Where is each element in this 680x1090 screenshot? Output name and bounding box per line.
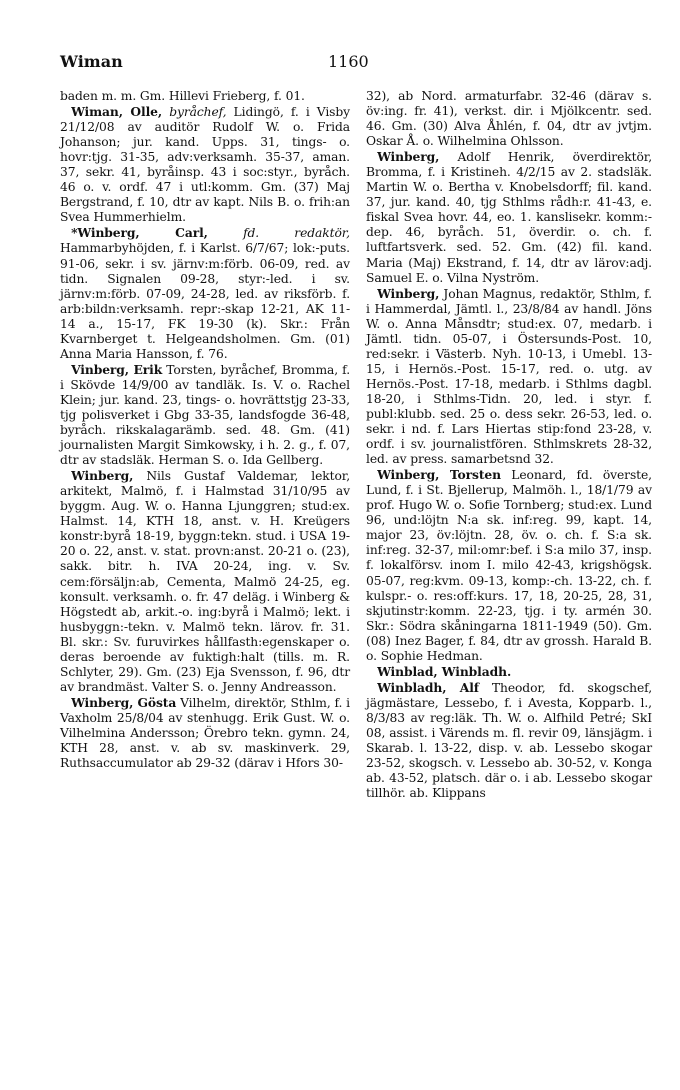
entry-text: baden m. m. Gm. Hillevi Frieberg, f. 01. <box>60 89 305 103</box>
entry-winberg-nils-gustaf <box>60 468 350 695</box>
entry-winberg-gosta <box>60 695 350 771</box>
entry-text: Adolf Henrik, överdirektör, Bromma, f. i Kristineh. 4/2/15 av 2. stadsläk. Martin W. o. Bertha v. Knobelsdorff; fil. kand. 37, jur. kand. 40, tjg Sthlms rådh:r. 41-43, e. fiskal Svea hovr. 44, eo. 1. kanslisekr. komm:-dep. 46, byråch. 51, överdir. o. ch. f. luftfartsverk. sed. 52. Gm. (42) fil. kand. Maria (Maj) Ekstrand, f. 14, dtr av lärov:adj. Samuel E. o. Vilna Nyström. <box>366 150 652 285</box>
entry-name: Vinberg, Erik <box>71 361 163 377</box>
entry-wiman-olle <box>60 104 350 225</box>
entry-name: Winberg, <box>377 149 440 165</box>
entry-continuation <box>366 89 652 149</box>
entry-text: Nils Gustaf Valdemar, lektor, arkitekt, Malmö, f. i Halmstad 31/10/95 av byggm. Aug. W. o. Hanna Ljunggren; stud:ex. Halmst. 14, KTH 18, anst. v. H. Kreügers konstr:byrå 18-19, byggn:tekn. stud. i USA 19-20 o. 22, anst. v. stat. provn:anst. 20-21 o. (23), sakk. bitr. h. IVA 20-24, ing. v. Sv. cem:försäljn:ab, Cementa, Malmö 24-25, eg. konsult. verksamh. o. fr. 47 deläg. i Winberg & Högstedt ab, arkit.-o. ing:byrå i Malmö; lekt. i husbyggn:-tekn. v. Malmö tekn. lärov. fr. 31. Bl. skr.: Sv. furuvirkes hållfasth:egenskaper o. deras beroende av fuktigh:halt (tills. m. R. Schlyter, 29). Gm. (23) Eja Svensson, f. 96, dtr av brandmäst. Valter S. o. Jenny Andreasson. <box>60 469 350 694</box>
entry-winberg-carl <box>60 225 350 361</box>
entry-text: Lidingö, f. i Visby 21/12/08 av auditör Rudolf W. o. Frida Johanson; jur. kand. Upps. 31, tings- o. hovr:tjg. 31-35, adv:verksamh. 35-37, aman. 37, sekr. 41, byråinsp. 43 i soc:styr., byråch. 46 o. v. ordf. 47 i utl:komm. Gm. (37) Maj Bergstrand, f. 10, dtr av kapt. Nils B. o. frih:an Svea Hummerhielm. <box>60 105 350 225</box>
entry-name: Winberg, <box>71 468 134 484</box>
entry-name: Wiman, Olle, <box>71 104 163 120</box>
entry-winberg-johan-magnus <box>366 286 652 468</box>
entry-text: Torsten, byråchef, Bromma, f. i Skövde 14/9/00 av tandläk. Is. V. o. Rachel Klein; jur. kand. 23, tings- o. hovrättstjg 23-33, tjg polisverket i Gbg 33-35, landsfogde 36-48, byråch. rikskalagarämb. sed. 48. Gm. (41) journalisten Margit Simkowsky, i h. 2. g., f. 07, dtr av stadsläk. Herman S. o. Ida Gellberg. <box>60 362 350 468</box>
entry-continuation <box>60 89 350 104</box>
entry-text: Theodor, fd. skogschef, jägmästare, Lessebo, f. i Avesta, Kopparb. l., 8/3/83 av reg:läk. Th. W. o. Alfhild Petré; SkI 08, assist. i Värends m. fl. revir 09, länsjägm. i Skarab. l. 13-22, disp. v. ab. Lessebo skogar 23-52, skogsch. v. Lessebo ab. 30-52, v. Konga ab. 43-52, platsch. där o. i ab. Lessebo skogar tillhör. ab. Klippans <box>366 680 652 801</box>
entry-winberg-adolf-henrik <box>366 149 652 285</box>
entry-name: *Winberg, Carl, <box>71 225 208 241</box>
entry-name: Winberg, <box>377 285 440 301</box>
entry-name: Winberg, Gösta <box>71 694 177 710</box>
page-header <box>60 52 640 76</box>
entry-name: Winberg, Torsten <box>377 467 501 483</box>
running-head-name: Wiman <box>60 52 123 71</box>
entry-text: Leonard, fd. överste, Lund, f. i St. Bjellerup, Malmöh. l., 18/1/79 av prof. Hugo W. o. Sofie Tornberg; stud:ex. Lund 96, und:löjtn N:a sk. inf:reg. 99, kapt. 14, major 23, öv:löjtn. 28, öv. o. ch. f. S:a sk. inf:reg. 32-37, mil:omr:bef. i S:a milo 37, insp. f. lokalförsv. inom I. milo 42-43, krigshögsk. 05-07, reg:kvm. 09-13, komp:-ch. 13-22, ch. f. kulspr.- o. res:off:kurs. 17, 18, 20-25, 28, 31, skjutinstr:komm. 22-23, tjg. i ty. armén 30. Skr.: Södra skåningarna 1811-1949 (50). Gm. (08) Inez Bager, f. 84, dtr av grossh. Harald B. o. Sophie Hedman. <box>366 468 652 663</box>
entry-text: Hammarbyhöjden, f. i Karlst. 6/7/67; lok:-puts. 91-06, sekr. i sv. järnv:m:förb. 06-09, red. av tidn. Signalen 09-28, styr:-led. i sv. järnv:m:förb. 07-09, 24-28, led. av riksförb. f. arb:bildn:verksamh. repr:-skap 12-21, AK 11-14 a., 15-17, FK 19-30 (k). Skr.: Från Kvarnberget t. Helgeandsholmen. Gm. (01) Anna Maria Hansson, f. 76. <box>60 241 350 361</box>
entry-vinberg-erik <box>60 362 350 468</box>
entry-winblad-heading <box>366 664 652 680</box>
entry-winbladh-alf <box>366 680 652 801</box>
entry-text: Vilhelm, direktör, Sthlm, f. i Vaxholm 25/8/04 av stenhugg. Erik Gust. W. o. Vilhelmina Andersson; Örebro tekn. gymn. 24, KTH 28, anst. v. ab sv. maskinverk. 29, Ruthsaccumulator ab 29-32 (därav i Hfors 30- <box>60 695 350 771</box>
right-column <box>366 89 652 801</box>
page-number: 1160 <box>328 52 369 71</box>
entry-name: Winblad, Winbladh. <box>377 663 512 679</box>
entry-title: fd. redaktör, <box>243 226 350 241</box>
entry-name: Winbladh, Alf <box>377 679 479 695</box>
left-column <box>60 89 350 771</box>
entry-winberg-torsten <box>366 467 652 664</box>
entry-title: byråchef, <box>169 105 227 120</box>
entry-text: 32), ab Nord. armaturfabr. 32-46 (därav s. öv:ing. fr. 41), verkst. dir. i Mjölkcentr. sed. 46. Gm. (30) Alva Åhlén, f. 04, dtr av jvtjm. Oskar Å. o. Wilhelmina Ohlsson. <box>366 89 652 149</box>
entry-text: Johan Magnus, redaktör, Sthlm, f. i Hammerdal, Jämtl. l., 23/8/84 av handl. Jöns W. o. Anna Månsdtr; stud:ex. 07, medarb. i Jämtl. tidn. 05-07, i Östersunds-Post. 10, red:sekr. i Västerb. Nyh. 10-13, i Umebl. 13-15, i Hernös.-Post. 15-17, red. o. utg. av Hernös.-Post. 17-18, medarb. i Sthlms dagbl. 18-20, i Sthlms-Tidn. 20, led. i styr. f. publ:klubb. sed. 25 o. dess sekr. 26-53, led. o. sekr. i nd. f. Lars Hiertas stip:fond 23-28, v. ordf. i sv. journalistfören. Sthlmskrets 28-32, led. av press. samarbetsnd 32. <box>366 286 652 467</box>
